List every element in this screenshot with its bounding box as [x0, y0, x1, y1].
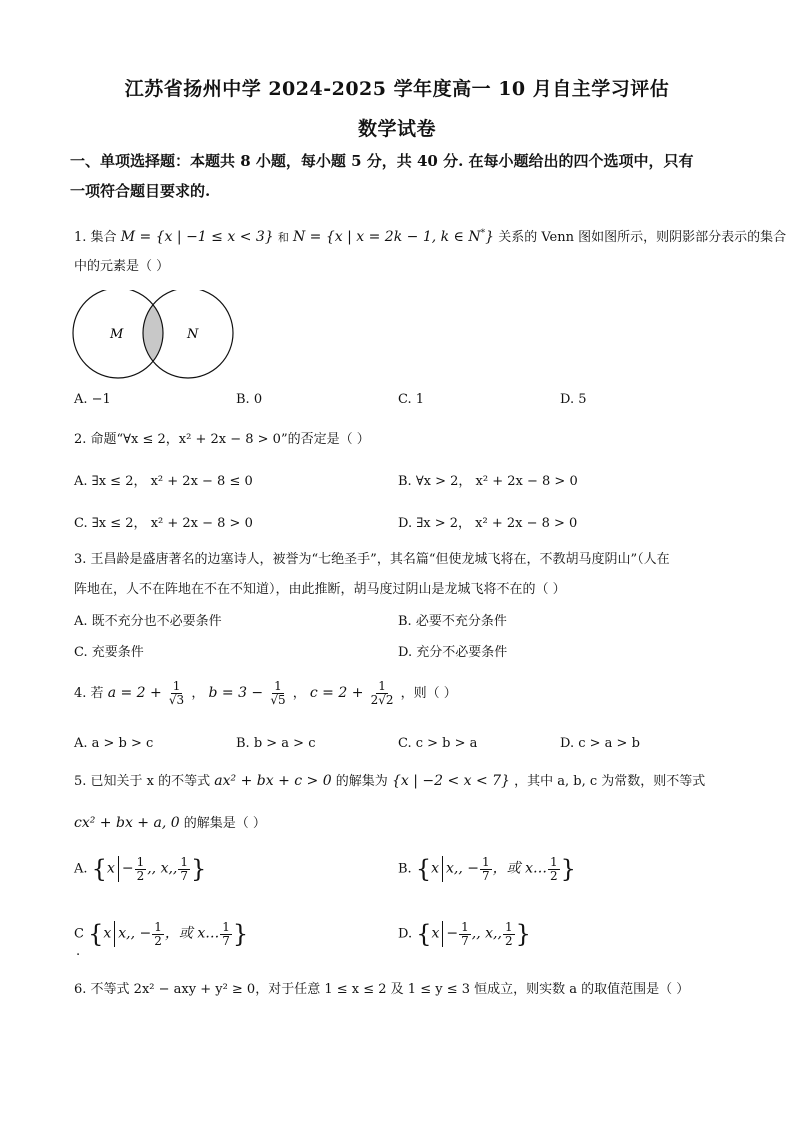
q5-option-c-frac2-num: 1	[222, 919, 230, 934]
q4-frac-b-den: √5	[270, 693, 286, 707]
q4-option-c[interactable]: C. c > b > a	[398, 736, 478, 751]
q4-frac-c-den: 2√2	[370, 693, 394, 707]
q5-option-a-frac1	[135, 856, 147, 883]
section-heading-line1: 一、单项选择题：本题共 8 小题，每小题 5 分，共 40 分. 在每小题给出的四个选项中，只有	[70, 152, 694, 170]
exam-subtitle: 数学试卷	[357, 118, 436, 140]
venn-diagram	[70, 290, 250, 386]
q5-option-a[interactable]	[74, 855, 206, 883]
q1-suffix: 关系的 Venn 图如图所示，则阴影部分表示的集合	[498, 230, 787, 245]
q5-option-b-pre: x,, −	[446, 860, 479, 877]
question-3-line1: 3. 王昌龄是盛唐著名的边塞诗人，被誉为“七绝圣手”，其名篇“但使龙城飞将在，不教胡马度阴山”（人在	[74, 552, 670, 567]
q2-option-c[interactable]: C. ∃x ≤ 2， x² + 2x − 8 > 0	[74, 516, 253, 531]
q5-option-a-var: x	[106, 860, 115, 877]
q5-option-c-var: x	[103, 925, 112, 942]
q4-b-lhs: b = 3 −	[208, 685, 264, 701]
q3-option-d[interactable]: D. 充分不必要条件	[398, 645, 508, 660]
q5-option-c-frac1-num: 1	[154, 919, 162, 934]
q5-line1b: 的解集为	[335, 774, 388, 789]
q4-option-b[interactable]: B. b > a > c	[236, 736, 316, 751]
q5-option-c-mid: ，或 x…	[164, 925, 220, 942]
q5-option-d[interactable]	[398, 920, 531, 948]
q5-option-a-frac1-den: 2	[136, 868, 145, 883]
q5-option-a-frac2	[178, 856, 190, 883]
q5-option-c-frac1-den: 2	[154, 933, 162, 948]
q5-option-a-rbrace: }	[191, 855, 207, 883]
q5-option-a-lbrace: {	[91, 855, 107, 883]
q5-option-c[interactable]	[74, 920, 248, 948]
question-1-line2: 中的元素是（ ）	[74, 259, 170, 274]
q5-solution-set: {x | −2 < x < 7}	[391, 773, 510, 789]
q5-option-a-pre: −	[121, 860, 134, 877]
question-5-line2	[74, 812, 266, 831]
q5-option-d-frac2-den: 2	[504, 933, 513, 948]
q5-option-b-rbrace: }	[560, 855, 576, 883]
q4-suffix: ，则（ ）	[400, 686, 457, 701]
q5-option-b-lbrace: {	[415, 855, 432, 883]
q1-set-n-sup: *	[480, 228, 486, 239]
q5-option-d-frac2	[503, 921, 515, 948]
q5-option-b-var: x	[431, 860, 440, 877]
q5-option-b-bar	[442, 856, 443, 882]
q5-line2a: cx² + bx + a, 0	[74, 815, 180, 831]
q4-option-a[interactable]: A. a > b > c	[74, 736, 154, 751]
q1-set-n-end: }	[485, 229, 495, 245]
q5-option-a-frac2-num: 1	[180, 854, 189, 869]
q5-inequality: ax² + bx + c > 0	[214, 773, 332, 789]
q4-option-d[interactable]: D. c > a > b	[560, 736, 640, 751]
q2-option-a[interactable]: A. ∃x ≤ 2， x² + 2x − 8 ≤ 0	[74, 474, 253, 489]
q1-and: 和	[277, 231, 289, 244]
q5-line1a: 5. 已知关于 x 的不等式	[74, 774, 211, 789]
q5-option-b[interactable]	[398, 855, 576, 883]
question-6-stem: 6. 不等式 2x² − axy + y² ≥ 0，对于任意 1 ≤ x ≤ 2 及 1 ≤ y ≤ 3 恒成立，则实数 a 的取值范围是（ ）	[74, 982, 690, 997]
q5-option-c-label: C	[74, 926, 84, 942]
q4-frac-a-num: 1	[172, 679, 181, 693]
q5-option-a-label: A.	[74, 861, 88, 877]
q4-prefix: 4. 若	[74, 686, 104, 701]
q5-option-c-frac1	[152, 921, 164, 948]
q1-set-m: M = {x | −1 ≤ x < 3}	[120, 229, 274, 245]
q5-line2b: 的解集是（ ）	[183, 816, 266, 831]
q1-set-n	[293, 229, 494, 245]
q5-option-a-bar	[118, 856, 119, 882]
question-3-line2: 阵地在，人不在阵地在不在不知道），由此推断，胡马度过阴山是龙城飞将不在的（ ）	[74, 582, 566, 597]
q5-option-d-lbrace: {	[416, 920, 432, 948]
exam-title: 江苏省扬州中学 2024-2025 学年度高一 10 月自主学习评估	[124, 78, 670, 100]
q3-option-c[interactable]: C. 充要条件	[74, 645, 144, 660]
q5-option-c-frac2	[220, 921, 232, 948]
q5-option-c-lbrace: {	[88, 920, 104, 948]
q5-option-d-bar	[442, 921, 443, 947]
q5-option-d-mid: ,, x,,	[471, 925, 502, 942]
q2-option-d[interactable]: D. ∃x > 2， x² + 2x − 8 > 0	[398, 516, 578, 531]
q4-frac-a	[167, 680, 186, 707]
q1-option-d[interactable]: D. 5	[560, 392, 587, 407]
question-5-line1	[74, 770, 705, 789]
q5-option-d-var: x	[431, 925, 440, 942]
q4-frac-b	[268, 680, 287, 707]
q5-option-c-pre: x,, −	[118, 925, 152, 942]
q3-option-b[interactable]: B. 必要不充分条件	[398, 614, 507, 629]
q5-option-d-pre: −	[446, 925, 459, 942]
question-4-stem	[74, 680, 457, 707]
q5-option-a-frac1-num: 1	[136, 854, 145, 869]
q4-frac-c-num: 1	[378, 679, 386, 693]
q5-option-d-frac1	[459, 921, 471, 948]
q1-set-n-body: N = {x | x = 2k − 1, k ∈ N	[292, 229, 481, 245]
q5-option-c-bar	[114, 921, 115, 947]
q5-option-b-frac2-den: 2	[550, 868, 558, 883]
venn-label-m: M	[110, 327, 124, 342]
q5-option-b-frac1-num: 1	[482, 854, 490, 869]
question-1-stem	[74, 226, 786, 245]
q5-option-d-frac1-num: 1	[461, 919, 469, 934]
q4-frac-c	[369, 680, 396, 707]
q2-option-b[interactable]: B. ∀x > 2， x² + 2x − 8 > 0	[398, 474, 578, 489]
section-heading-line2: 一项符合题目要求的.	[70, 182, 211, 200]
q4-frac-a-den: √3	[168, 693, 185, 707]
q5-line1c: ，其中 a, b, c 为常数，则不等式	[514, 774, 706, 789]
q4-frac-b-num: 1	[274, 679, 282, 693]
q5-option-c-frac2-den: 7	[222, 933, 230, 948]
question-2-stem: 2. 命题“∀x ≤ 2，x² + 2x − 8 > 0”的否定是（ ）	[74, 432, 370, 447]
q5-option-a-frac2-den: 7	[180, 868, 189, 883]
q5-option-b-frac1-den: 7	[482, 868, 490, 883]
q5-option-d-frac1-den: 7	[461, 933, 469, 948]
q4-c-lhs: c = 2 +	[309, 685, 364, 701]
q5-option-b-mid: ，或 x…	[492, 860, 547, 877]
q5-option-b-frac2-num: 1	[550, 854, 558, 869]
q5-option-c-rbrace: }	[232, 920, 249, 948]
q4-a-lhs: a = 2 +	[107, 685, 162, 701]
q3-option-a[interactable]: A. 既不充分也不必要条件	[74, 614, 222, 629]
q5-option-b-frac1	[480, 856, 492, 883]
venn-label-n: N	[187, 327, 199, 342]
q1-option-c[interactable]: C. 1	[398, 392, 425, 407]
q1-option-b[interactable]: B. 0	[236, 392, 263, 407]
q4-comma-2: ，	[292, 686, 306, 701]
q5-option-a-mid: ,, x,,	[147, 860, 178, 877]
q5-option-b-frac2	[548, 856, 560, 883]
q1-option-a[interactable]: A. −1	[74, 392, 111, 407]
q5-option-d-label: D.	[398, 926, 413, 942]
q5-option-d-frac2-num: 1	[504, 919, 513, 934]
section-heading	[70, 146, 730, 206]
q1-prefix: 1. 集合	[74, 230, 117, 245]
q5-option-c-dot: .	[76, 944, 81, 959]
q5-option-b-label: B.	[398, 861, 412, 877]
q5-option-d-rbrace: }	[515, 920, 531, 948]
q4-comma-1: ，	[191, 686, 205, 701]
